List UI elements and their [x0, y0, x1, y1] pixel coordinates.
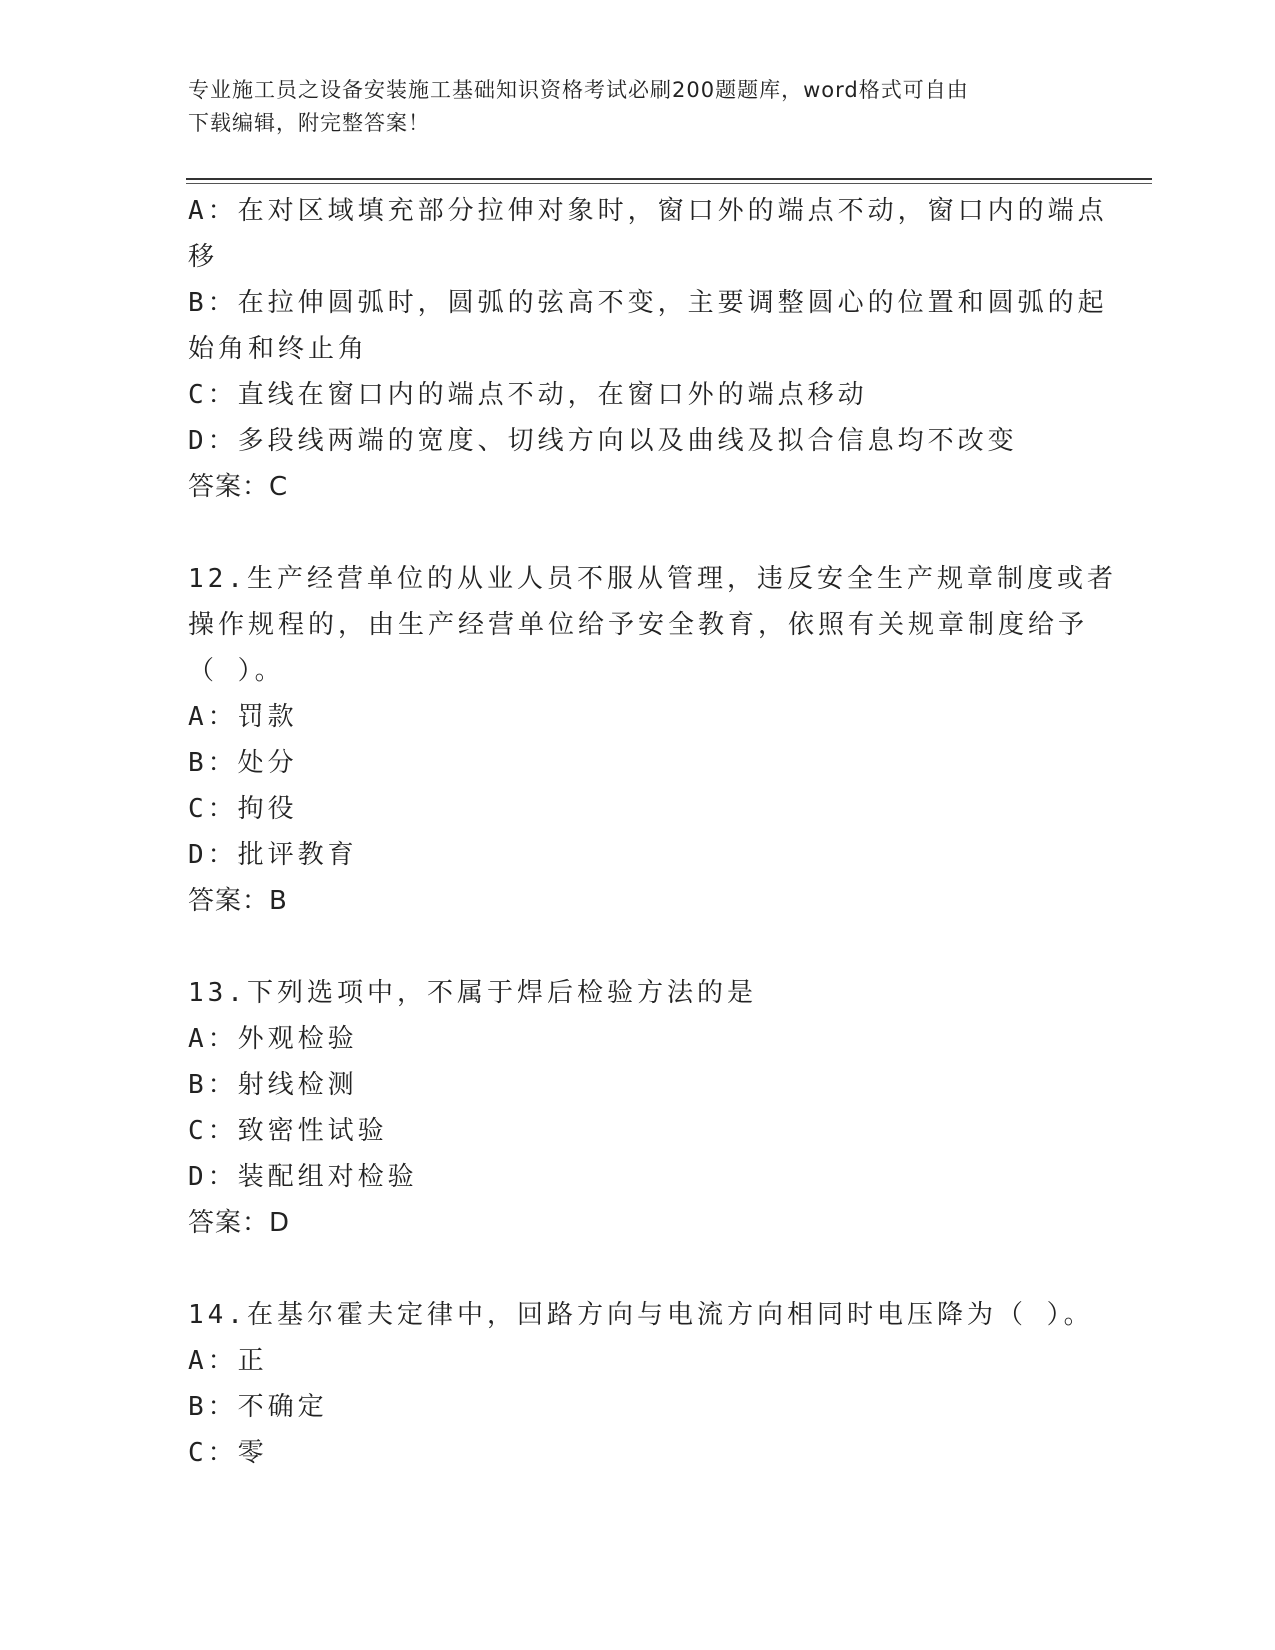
- answer: 答案：D: [188, 1208, 291, 1238]
- option-c: C：致密性试验: [188, 1116, 388, 1146]
- answer: 答案：C: [188, 472, 289, 502]
- header-divider-thick: [186, 178, 1152, 180]
- option-a: A：正: [188, 1346, 268, 1376]
- option-b: B：不确定: [188, 1392, 328, 1422]
- spacer: [188, 510, 1088, 556]
- question-stem-line-3: （ ）。: [188, 656, 285, 686]
- option-b: B：处分: [188, 748, 298, 778]
- option-d: D：批评教育: [188, 840, 358, 870]
- question-stem: 14.在基尔霍夫定律中，回路方向与电流方向相同时电压降为（ ）。: [188, 1300, 1094, 1330]
- spacer: [188, 1246, 1088, 1292]
- option-b: B：射线检测: [188, 1070, 358, 1100]
- option-c: C：拘役: [188, 794, 298, 824]
- option-c: C：零: [188, 1438, 268, 1468]
- option-b-line-1: B：在拉伸圆弧时，圆弧的弦高不变，主要调整圆心的位置和圆弧的起: [188, 288, 1108, 318]
- question-stem-line-2: 操作规程的，由生产经营单位给予安全教育，依照有关规章制度给予: [188, 610, 1089, 640]
- question-list: [188, 188, 1117, 1476]
- option-a: A：外观检验: [188, 1024, 358, 1054]
- option-d: D：装配组对检验: [188, 1162, 418, 1192]
- question-12: [188, 556, 1117, 924]
- question-14: [188, 1292, 1094, 1476]
- document-header: [188, 74, 1068, 140]
- header-line-1: 专业施工员之设备安装施工基础知识资格考试必刷200题题库，word格式可自由: [188, 78, 969, 102]
- option-d: D：多段线两端的宽度、切线方向以及曲线及拟合信息均不改变: [188, 426, 1018, 456]
- question-stem: 13.下列选项中，不属于焊后检验方法的是: [188, 978, 757, 1008]
- header-line-2: 下载编辑，附完整答案！: [188, 111, 430, 135]
- answer: 答案：B: [188, 886, 288, 916]
- spacer: [188, 924, 1088, 970]
- option-a: A：罚款: [188, 702, 298, 732]
- question-11: [188, 188, 1108, 510]
- question-13: [188, 970, 1088, 1246]
- question-stem-line-1: 12.生产经营单位的从业人员不服从管理，违反安全生产规章制度或者: [188, 564, 1117, 594]
- option-a-line-1: A：在对区域填充部分拉伸对象时，窗口外的端点不动，窗口内的端点: [188, 196, 1108, 226]
- header-divider-thin: [186, 183, 1152, 184]
- option-b-line-2: 始角和终止角: [188, 334, 369, 364]
- option-c: C：直线在窗口内的端点不动，在窗口外的端点移动: [188, 380, 868, 410]
- option-a-line-2: 移: [188, 242, 219, 272]
